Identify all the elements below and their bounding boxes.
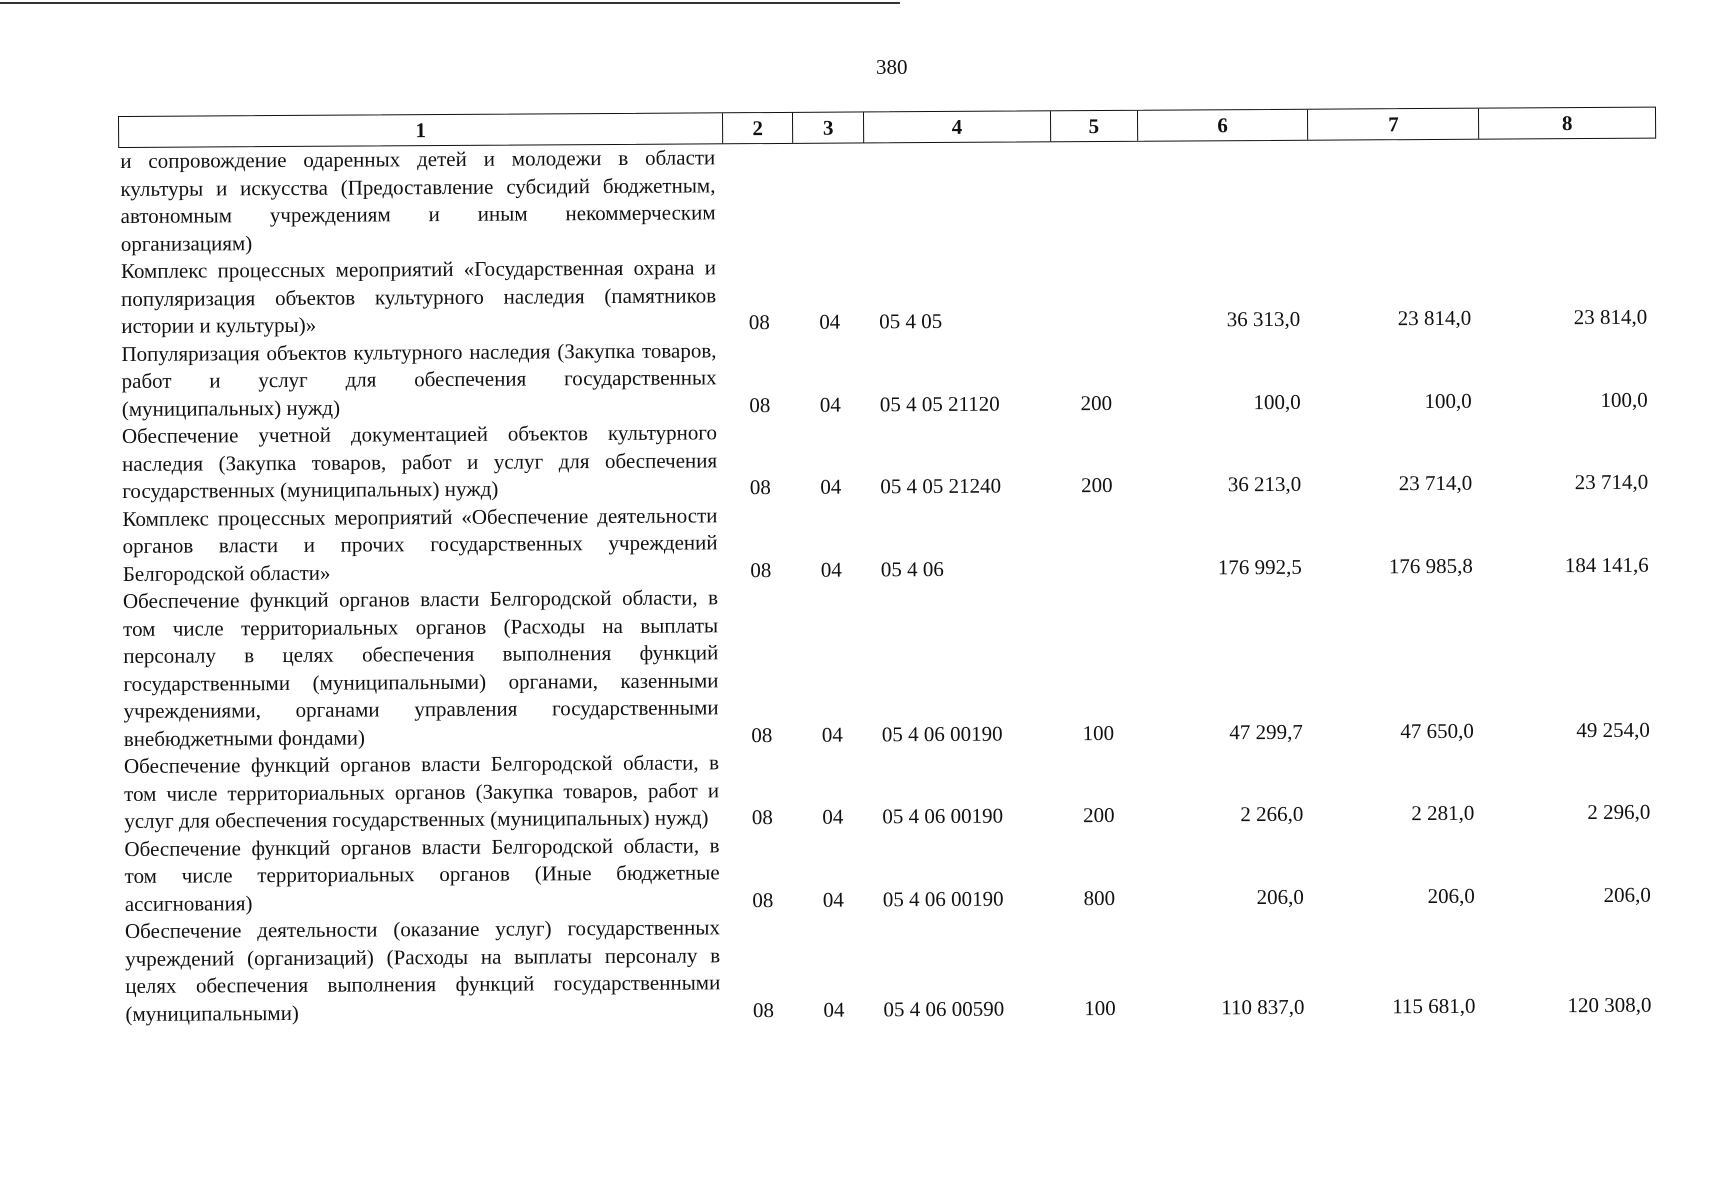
table-row <box>119 331 1657 423</box>
row-expense-type: 200 <box>1080 472 1113 498</box>
header-col-1: 1 <box>119 113 723 147</box>
row-amount-col8: 23 814,0 <box>1573 304 1648 330</box>
row-description: Обеспечение деятельности (оказание услуг) государственных учреждений (организаций) (Расходы на выплаты персоналу в целях обеспечения выполнения функций государственными (муниципальными) <box>124 915 721 1026</box>
row-subsection: 04 <box>820 474 842 499</box>
row-amount-col7: 206,0 <box>1427 883 1475 908</box>
row-section: 08 <box>752 887 774 912</box>
row-amount-col8: 206,0 <box>1603 882 1651 907</box>
table-row <box>122 744 1660 836</box>
row-amount-col8: 23 714,0 <box>1574 469 1649 495</box>
row-amount-col6: 110 837,0 <box>1221 994 1305 1019</box>
row-target-code: 05 4 06 00190 <box>881 721 1003 746</box>
row-target-code: 05 4 06 00190 <box>882 803 1004 829</box>
row-amount-col6: 36 213,0 <box>1227 471 1302 497</box>
row-description: Обеспечение функций органов власти Белгородской области, в том числе территориальных органов (Иные бюджетные ассигнования) <box>124 832 720 916</box>
row-amount-col7: 115 681,0 <box>1392 993 1476 1018</box>
row-description: Обеспечение функций органов власти Белгородской области, в том числе территориальных органов (Расходы на выплаты персоналу в целях обеспечения выполнения функций государственными (муниципальными) органами, казенными учреждениями, органами управления государственными внебюджетными фондами) <box>122 585 719 751</box>
table-row <box>120 414 1658 506</box>
row-amount-col7: 2 281,0 <box>1411 800 1475 826</box>
table-row <box>120 496 1658 588</box>
row-description: Обеспечение функций органов власти Белгородской области, в том числе территориальных органов (Закупка товаров, работ и услуг для обеспечения государственных (муниципальных) нужд) <box>123 750 720 833</box>
header-col-4: 4 <box>864 111 1051 142</box>
table-row <box>118 139 1657 258</box>
row-amount-col8: 100,0 <box>1600 387 1648 412</box>
row-section: 08 <box>751 805 773 830</box>
row-subsection: 04 <box>823 997 845 1022</box>
row-target-code: 05 4 06 00190 <box>882 886 1004 911</box>
table-row <box>123 909 1662 1028</box>
row-expense-type: 800 <box>1083 885 1116 910</box>
row-subsection: 04 <box>819 309 841 334</box>
row-description: Комплекс процессных мероприятий «Государственная охрана и популяризация объектов культурного наследия (памятников истории и культуры)» <box>120 255 717 338</box>
row-amount-col8: 184 141,6 <box>1564 552 1649 577</box>
row-description: Популяризация объектов культурного наследия (Закупка товаров, работ и услуг для обеспечения государственных (муниципальных) нужд) <box>121 337 717 421</box>
row-amount-col7: 176 985,8 <box>1388 553 1473 578</box>
row-section: 08 <box>749 392 771 417</box>
row-section: 08 <box>749 475 771 500</box>
row-section: 08 <box>748 310 770 335</box>
table-row <box>121 579 1660 753</box>
row-subsection: 04 <box>822 804 844 829</box>
row-amount-col8: 2 296,0 <box>1587 799 1651 825</box>
row-amount-col6: 2 266,0 <box>1240 801 1304 827</box>
row-target-code: 05 4 06 <box>880 556 944 581</box>
row-target-code: 05 4 06 00590 <box>883 996 1005 1021</box>
row-section: 08 <box>752 997 775 1022</box>
header-col-3: 3 <box>793 112 864 142</box>
row-subsection: 04 <box>819 392 841 417</box>
table-row <box>122 826 1660 918</box>
row-expense-type: 200 <box>1080 390 1113 415</box>
row-expense-type: 100 <box>1082 720 1115 745</box>
table-row <box>119 249 1657 341</box>
row-amount-col6: 47 299,7 <box>1229 719 1303 744</box>
header-col-8: 8 <box>1561 110 1573 135</box>
row-amount-col8: 120 308,0 <box>1567 992 1652 1017</box>
row-amount-col7: 23 714,0 <box>1398 470 1473 496</box>
row-target-code: 05 4 05 <box>879 308 943 334</box>
row-amount-col7: 47 650,0 <box>1400 718 1474 743</box>
header-col-7: 7 <box>1308 109 1479 140</box>
row-expense-type: 100 <box>1084 995 1116 1020</box>
row-subsection: 04 <box>822 887 844 912</box>
row-subsection: 04 <box>820 557 842 582</box>
row-description: Комплекс процессных мероприятий «Обеспечение деятельности органов власти и прочих государственных учреждений Белгородской области» <box>122 502 718 586</box>
page-number: 380 <box>876 55 908 79</box>
row-section: 08 <box>750 557 772 582</box>
row-description: и сопровождение одаренных детей и молодежи в области культуры и искусства (Предоставление субсидий бюджетным, автономным учреждениям и иным некоммерческим организациям) <box>120 145 716 256</box>
header-col-2: 2 <box>723 113 793 143</box>
row-description: Обеспечение учетной документацией объектов культурного наследия (Закупка товаров, работ и услуг для обеспечения государственных (муниципальных) нужд) <box>121 420 718 503</box>
header-col-6: 6 <box>1138 110 1309 141</box>
row-amount-col7: 23 814,0 <box>1397 305 1472 331</box>
row-expense-type: 200 <box>1082 802 1115 828</box>
row-amount-col6: 206,0 <box>1256 884 1304 909</box>
row-target-code: 05 4 05 21240 <box>880 473 1002 499</box>
row-section: 08 <box>751 722 773 747</box>
row-subsection: 04 <box>821 722 843 747</box>
row-amount-col6: 176 992,5 <box>1217 554 1302 579</box>
row-amount-col7: 100,0 <box>1424 388 1472 413</box>
row-target-code: 05 4 05 21120 <box>879 391 1000 416</box>
budget-table <box>118 107 1662 1028</box>
row-amount-col6: 100,0 <box>1253 389 1301 414</box>
header-col-5: 5 <box>1051 111 1138 142</box>
row-amount-col8: 49 254,0 <box>1576 717 1650 742</box>
row-amount-col6: 36 313,0 <box>1226 306 1301 332</box>
table-body <box>118 139 1661 1028</box>
top-rule <box>0 2 900 4</box>
